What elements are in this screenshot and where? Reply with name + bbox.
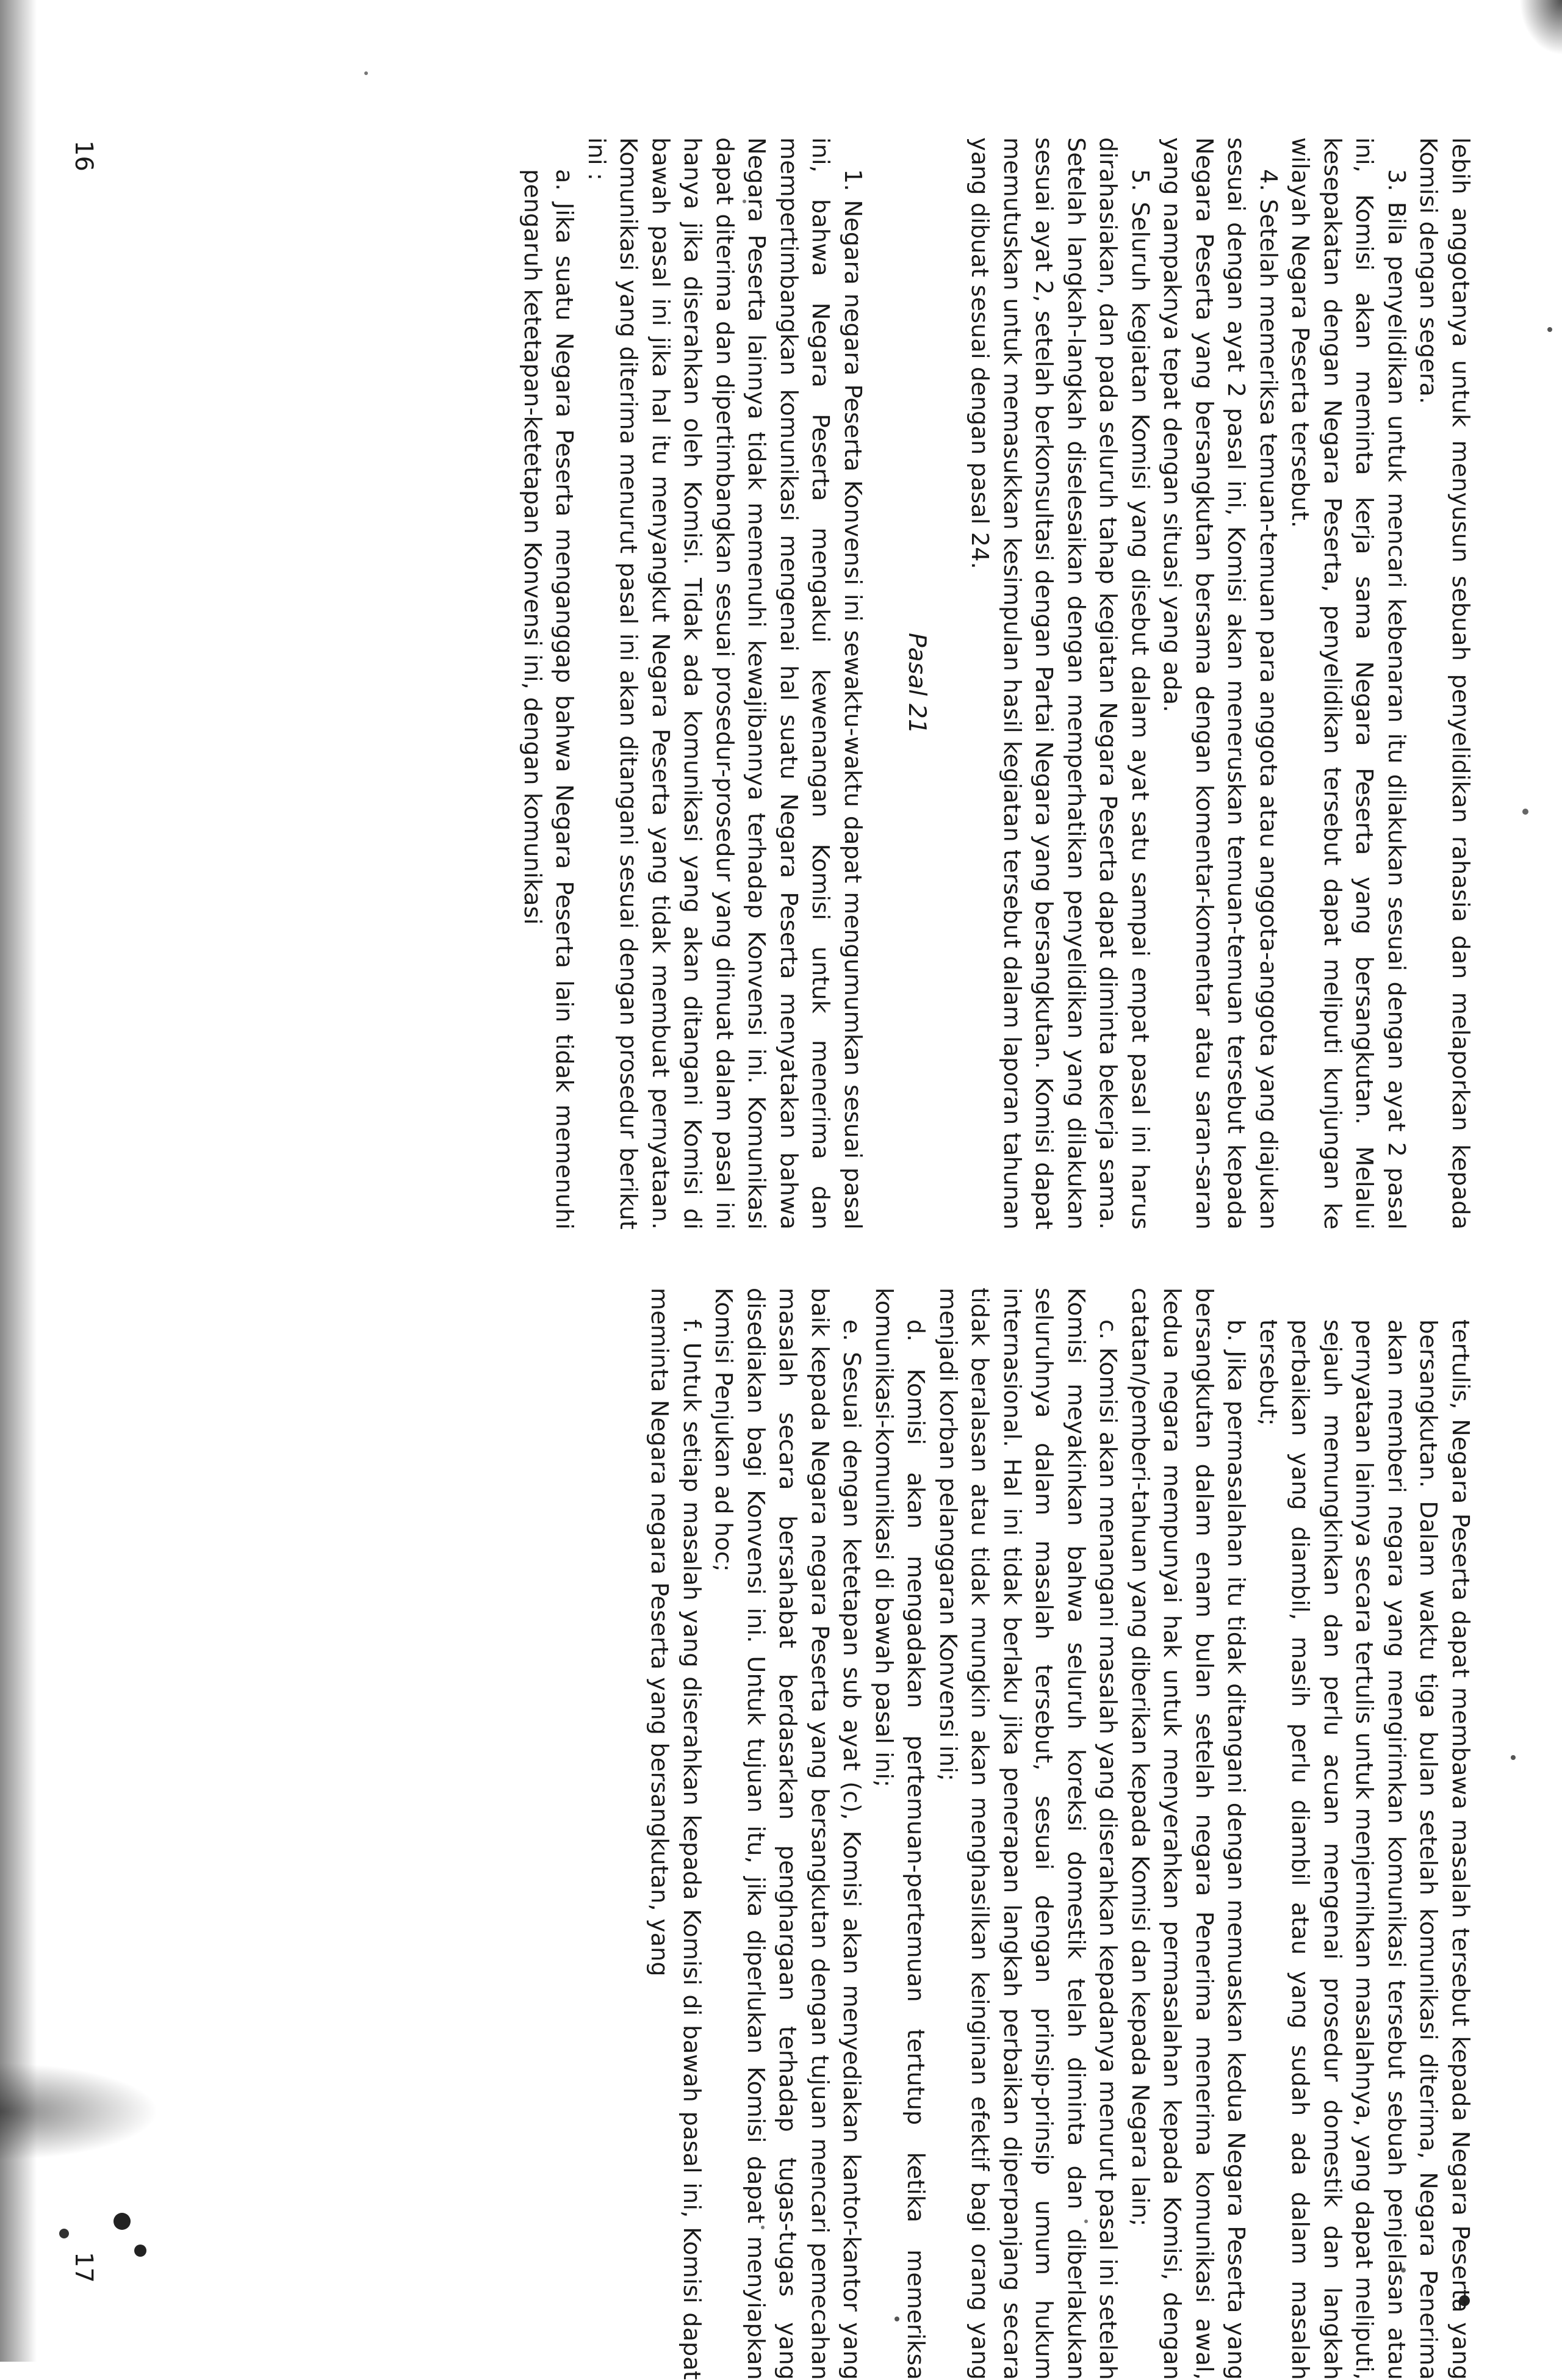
- paragraph: f. Untuk setiap masalah yang diserahkan kepada Komisi di bawah pasal ini, Komisi dapat meminta Negara negara Peserta yang bersangkutan, yang: [646, 1288, 705, 2380]
- paragraph: tertulis, Negara Peserta dapat membawa masalah tersebut kepada Negara Peserta yang bersangkutan. Dalam waktu tiga bulan setelah komunikasi diterima, Negara Penerima akan memberi negara yang mengirimkan komunikasi tersebut sebuah penjelasan atau pernyataan lainnya secara tertulis untuk menjernihkan masalahnya, yang dapat meliputi, sejauh memungkinkan dan perlu acuan mengenai prosedur domestik dan langkah perbaikan yang diambil, masih perlu diambil atau yang sudah ada dalam masalah tersebut;: [1255, 1319, 1474, 2380]
- paragraph: b. Jika permasalahan itu tidak ditangani dengan memuaskan kedua Negara Peserta yang bersangkutan dalam enam bulan setelah negara Penerima menerima komunikasi awal, kedua negara mempunyai hak untuk menyerahkan permasalahan kepada Komisi, dengan catatan/pemberi-tahuan yang diberikan kepada Komisi dan kepada Negara lain;: [1127, 1288, 1250, 2380]
- paragraph: 5. Seluruh kegiatan Komisi yang disebut dalam ayat satu sampai empat pasal ini harus dirahasiakan, dan pada seluruh tahap kegiatan Negara Peserta dapat diminta bekerja sama. Setelah langkah-langkah diselesaikan dengan memperhatikan penyelidikan yang dilakukan sesuai ayat 2, setelah berkonsultasi dengan Partai Negara yang bersangkutan. Komisi dapat memutuskan untuk memasukkan kesimpulan hasil kegiatan tersebut dalam laporan tahunan yang dibuat sesuai dengan pasal 24.: [966, 137, 1154, 1230]
- paragraph: 4. Setelah memeriksa temuan-temuan para anggota atau anggota-anggota yang diajukan sesuai dengan ayat 2 pasal ini, Komisi akan meneruskan temuan-temuan tersebut kepada Negara Peserta yang bersangkutan bersama dengan komentar-komentar atau saran-saran yang nampaknya tepat dengan situasi yang ada.: [1159, 137, 1282, 1230]
- paragraph: lebih anggotanya untuk menyusun sebuah penyelidikan rahasia dan melaporkan kepada Komisi dengan segera.: [1415, 137, 1474, 1230]
- right-page: [644, 1288, 1477, 2380]
- paragraph: c. Komisi akan menangani masalah yang diserahkan kepadanya menurut pasal ini setelah Komisi meyakinkan bahwa seluruh koreksi domestik telah diminta dan diberlakukan seluruhnya dalam masalah tersebut, sesuai dengan prinsip-prinsip umum hukum internasional. Hal ini tidak berlaku jika penerapan langkah perbaikan diperpanjang secara tidak beralasan atau tidak mungkin akan menghasilkan keinginan efektif bagi orang yang menjadi korban pelanggaran Konvensi ini;: [935, 1288, 1122, 2380]
- paragraph: e. Sesuai dengan ketetapan sub ayat (c), Komisi akan menyediakan kantor-kantor yang baik kepada Negara negara Peserta yang bersangkutan dengan tujuan mencari pemecahan masalah secara bersahabat berdasarkan penghargaan terhadap tugas-tugas yang disediakan bagi Konvensi ini. Untuk tujuan itu, jika diperlukan Komisi dapat menyiapkan Komisi Penjukan ad hoc;: [710, 1288, 866, 2380]
- center-divider: [908, 1257, 909, 1259]
- page-number: 16: [70, 140, 98, 171]
- paragraph: 3. Bila penyelidikan untuk mencari kebenaran itu dilakukan sesuai dengan ayat 2 pasal ini, Komisi akan meminta kerja sama Negara Peserta yang bersangkutan. Melalui kesepakatan dengan Negara Peserta, penyelidikan tersebut dapat meliputi kunjungan ke wilayah Negara Peserta tersebut.: [1287, 137, 1410, 1230]
- paragraph: d. Komisi akan mengadakan pertemuan-pertemuan tertutup ketika memeriksa komunikasi-komunikasi di bawah pasal ini;: [871, 1288, 930, 2380]
- page-number: 17: [70, 2252, 98, 2283]
- left-page: [517, 137, 1477, 1230]
- section-heading: Pasal 21: [903, 632, 930, 735]
- paragraph: 1. Negara negara Peserta Konvensi ini sewaktu-waktu dapat mengumumkan sesuai pasal ini, bahwa Negara Peserta mengakui kewenangan Komisi untuk menerima dan mempertimbangkan komunikasi mengenai hal suatu Negara Peserta menyatakan bahwa Negara Peserta lainnya tidak memenuhi kewajibannya terhadap Konvensi ini. Komunikasi dapat diterima dan dipertimbangkan sesuai prosedur-prosedur yang dimuat dalam pasal ini hanya jika diserahkan oleh Komisi. Tidak ada komunikasi yang akan ditangani Komisi di bawah pasal ini jika hal itu menyangkut Negara Peserta yang tidak membuat pernyataan. Komunikasi yang diterima menurut pasal ini akan ditangani sesuai dengan prosedur berikut ini :: [583, 137, 866, 1230]
- paragraph: a. Jika suatu Negara Peserta menganggap bahwa Negara Peserta lain tidak memenuhi pengaruh ketetapan-ketetapan Konvensi ini, dengan komunikasi: [519, 169, 578, 1230]
